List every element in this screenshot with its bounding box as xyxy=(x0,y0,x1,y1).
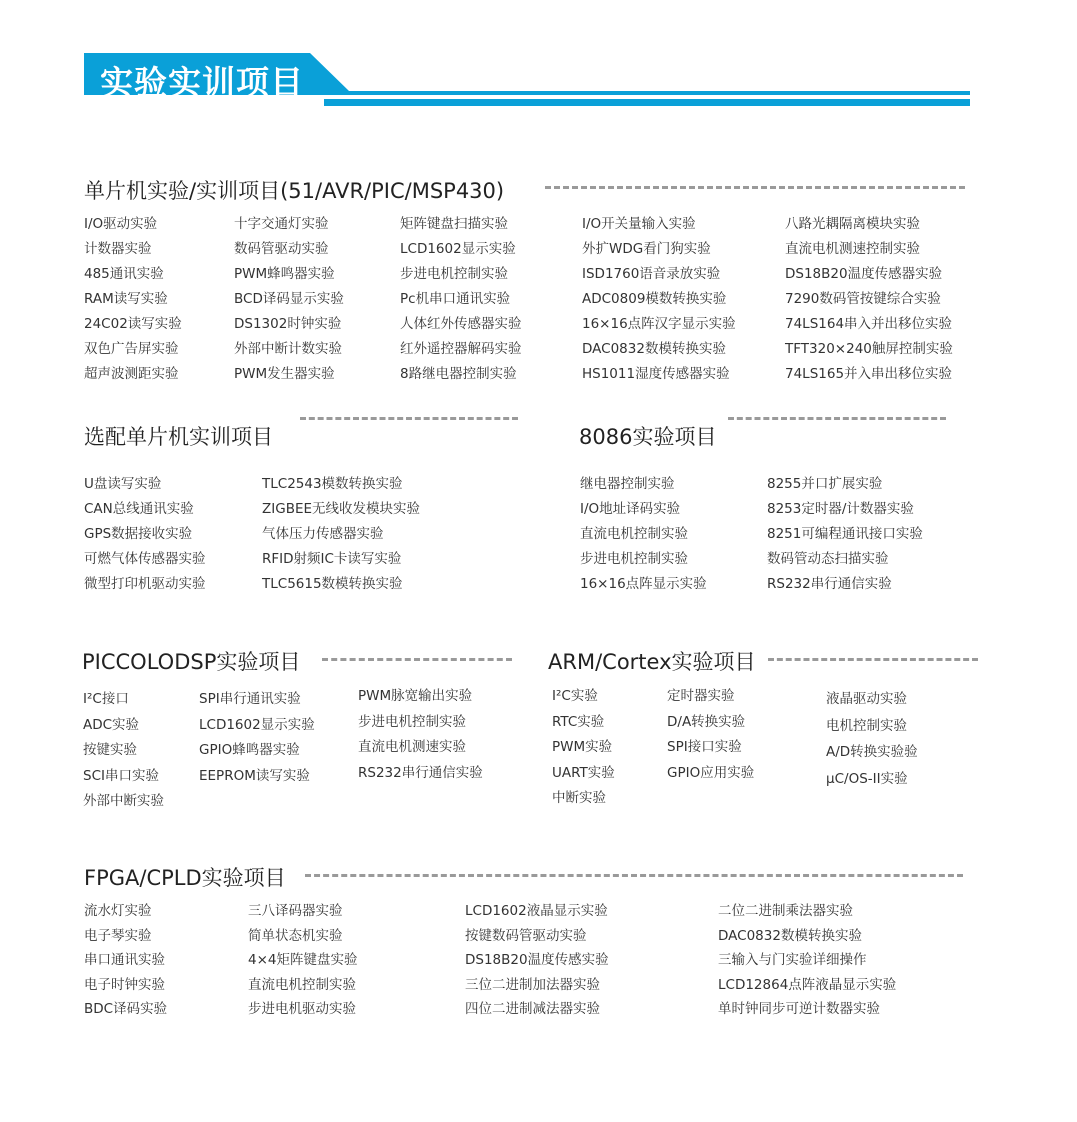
experiment-item: 步进电机驱动实验 xyxy=(248,1001,356,1017)
experiment-item: BCD译码显示实验 xyxy=(234,291,344,307)
experiment-item: 二位二进制乘法器实验 xyxy=(718,903,853,919)
experiment-item: 串口通讯实验 xyxy=(84,952,165,968)
fpga-column-1 xyxy=(84,899,167,1022)
experiment-item: 气体压力传感器实验 xyxy=(262,526,384,542)
experiment-item: 四位二进制减法器实验 xyxy=(465,1001,600,1017)
page-title: 实验实训项目 xyxy=(100,63,304,102)
dsp-column-2 xyxy=(199,687,315,789)
mcu-column-3 xyxy=(400,212,522,387)
dsp-column-1 xyxy=(83,687,164,815)
experiment-item: 单时钟同步可逆计数器实验 xyxy=(718,1001,880,1017)
experiment-item: SPI接口实验 xyxy=(667,739,742,755)
optional-mcu-column-2 xyxy=(262,472,420,597)
section-title-arm: ARM/Cortex实验项目 xyxy=(548,650,756,674)
experiment-item: I²C实验 xyxy=(552,688,598,704)
experiment-item: U盘读写实验 xyxy=(84,476,162,492)
experiment-item: RAM读写实验 xyxy=(84,291,168,307)
experiment-item: 三八译码器实验 xyxy=(248,903,343,919)
experiment-item: μC/OS-II实验 xyxy=(826,770,908,787)
header-banner xyxy=(84,53,970,106)
experiment-item: 外部中断实验 xyxy=(83,793,164,809)
experiment-item: UART实验 xyxy=(552,764,615,781)
mcu-column-2 xyxy=(234,212,344,387)
experiment-item: DS18B20温度传感器实验 xyxy=(785,266,943,282)
experiment-item: 液晶驱动实验 xyxy=(826,691,907,707)
experiment-item: 定时器实验 xyxy=(667,688,735,704)
experiment-item: 十字交通灯实验 xyxy=(234,216,329,232)
section-divider xyxy=(300,417,518,420)
section-divider xyxy=(305,874,963,877)
section-divider xyxy=(728,417,946,420)
experiment-item: 按键数码管驱动实验 xyxy=(465,927,587,944)
mcu-column-1 xyxy=(84,212,182,387)
experiment-item: 直流电机测速控制实验 xyxy=(785,241,920,257)
section-title-optional-mcu: 选配单片机实训项目 xyxy=(84,425,273,449)
experiment-item: 按键实验 xyxy=(83,742,137,758)
experiment-item: LCD1602液晶显示实验 xyxy=(465,903,608,919)
experiment-item: PWM蜂鸣器实验 xyxy=(234,266,335,282)
experiment-item: ADC实验 xyxy=(83,716,140,733)
section-title-8086: 8086实验项目 xyxy=(579,425,717,449)
experiment-item: PWM实验 xyxy=(552,739,613,755)
experiment-item: 可燃气体传感器实验 xyxy=(84,551,206,567)
arm-column-3 xyxy=(826,686,918,792)
experiment-item: 74LS164串入并出移位实验 xyxy=(785,316,953,332)
experiment-item: LCD1602显示实验 xyxy=(400,241,516,257)
experiment-item: GPS数据接收实验 xyxy=(84,526,193,542)
8086-column-2 xyxy=(767,472,923,597)
fpga-column-3 xyxy=(465,899,609,1022)
experiment-item: 双色广告屏实验 xyxy=(84,341,179,357)
experiment-item: 8251可编程通讯接口实验 xyxy=(767,526,923,542)
experiment-item: 直流电机控制实验 xyxy=(248,976,356,993)
experiment-item: 4×4矩阵键盘实验 xyxy=(248,952,358,968)
experiment-item: 7290数码管按键综合实验 xyxy=(785,291,941,307)
section-divider xyxy=(545,186,965,189)
fpga-column-2 xyxy=(248,899,358,1022)
experiment-item: 流水灯实验 xyxy=(84,903,152,919)
optional-mcu-column-1 xyxy=(84,472,206,597)
section-title-fpga: FPGA/CPLD实验项目 xyxy=(84,866,286,890)
experiment-item: 继电器控制实验 xyxy=(580,476,675,492)
experiment-item: 三输入与门实验详细操作 xyxy=(718,952,867,968)
experiment-item: 人体红外传感器实验 xyxy=(400,316,522,332)
experiment-item: I/O地址译码实验 xyxy=(580,501,681,517)
experiment-item: D/A转换实验 xyxy=(667,713,746,730)
experiment-item: 红外遥控器解码实验 xyxy=(400,341,522,357)
experiment-item: 八路光耦隔离模块实验 xyxy=(785,216,920,232)
experiment-item: 超声波测距实验 xyxy=(84,366,179,382)
experiment-item: Pc机串口通讯实验 xyxy=(400,291,511,307)
experiment-item: CAN总线通讯实验 xyxy=(84,501,194,517)
experiment-item: GPIO蜂鸣器实验 xyxy=(199,742,300,758)
experiment-item: 微型打印机驱动实验 xyxy=(84,576,206,592)
experiment-item: 外扩WDG看门狗实验 xyxy=(582,241,711,257)
experiment-item: 简单状态机实验 xyxy=(248,927,343,944)
experiment-item: 16×16点阵汉字显示实验 xyxy=(582,316,736,332)
experiment-item: 直流电机控制实验 xyxy=(580,526,688,542)
mcu-column-5 xyxy=(785,212,953,387)
experiment-item: 485通讯实验 xyxy=(84,266,164,282)
experiment-item: 步进电机控制实验 xyxy=(358,713,466,730)
experiment-item: 外部中断计数实验 xyxy=(234,341,342,357)
experiment-item: BDC译码实验 xyxy=(84,1001,168,1017)
experiment-item: EEPROM读写实验 xyxy=(199,767,310,784)
experiment-item: 电子时钟实验 xyxy=(84,976,165,993)
arm-column-2 xyxy=(667,684,754,786)
experiment-item: 步进电机控制实验 xyxy=(580,551,688,567)
experiment-item: GPIO应用实验 xyxy=(667,764,755,781)
experiment-item: DAC0832数模转换实验 xyxy=(718,927,862,944)
experiment-item: 直流电机测速实验 xyxy=(358,739,466,755)
experiment-item: 8253定时器/计数器实验 xyxy=(767,501,914,517)
8086-column-1 xyxy=(580,472,707,597)
experiment-item: RS232串行通信实验 xyxy=(358,764,483,781)
section-title-mcu: 单片机实验/实训项目(51/AVR/PIC/MSP430) xyxy=(84,179,505,203)
experiment-item: SPI串行通讯实验 xyxy=(199,691,301,707)
experiment-item: ZIGBEE无线收发模块实验 xyxy=(262,501,421,517)
experiment-item: ISD1760语音录放实验 xyxy=(582,266,721,282)
experiment-item: 中断实验 xyxy=(552,790,606,806)
experiment-item: 16×16点阵显示实验 xyxy=(580,576,707,592)
experiment-item: TFT320×240触屏控制实验 xyxy=(785,341,953,357)
experiment-item: PWM脉宽输出实验 xyxy=(358,688,473,704)
arm-column-1 xyxy=(552,684,615,812)
experiment-item: HS1011湿度传感器实验 xyxy=(582,366,730,382)
experiment-item: TLC5615数模转换实验 xyxy=(262,576,403,592)
experiment-item: DS18B20温度传感实验 xyxy=(465,952,609,968)
experiment-item: I/O开关量输入实验 xyxy=(582,216,696,232)
section-divider xyxy=(322,658,512,661)
experiment-item: I/O驱动实验 xyxy=(84,216,158,232)
experiment-item: 数码管驱动实验 xyxy=(234,241,329,257)
experiment-item: 24C02读写实验 xyxy=(84,316,182,332)
experiment-item: 步进电机控制实验 xyxy=(400,266,508,282)
experiment-item: 三位二进制加法器实验 xyxy=(465,976,600,993)
section-title-dsp: PICCOLODSP实验项目 xyxy=(82,650,301,674)
experiment-item: 8路继电器控制实验 xyxy=(400,366,517,382)
experiment-item: 矩阵键盘扫描实验 xyxy=(400,216,508,232)
experiment-item: 8255并口扩展实验 xyxy=(767,476,883,492)
experiment-item: ADC0809模数转换实验 xyxy=(582,291,727,307)
experiment-item: PWM发生器实验 xyxy=(234,366,335,382)
experiment-item: SCI串口实验 xyxy=(83,767,159,784)
fpga-column-4 xyxy=(718,899,896,1022)
experiment-item: 电子琴实验 xyxy=(84,927,152,944)
experiment-item: LCD12864点阵液晶显示实验 xyxy=(718,976,897,993)
experiment-item: DS1302时钟实验 xyxy=(234,316,342,332)
experiment-item: RFID射频IC卡读写实验 xyxy=(262,551,402,567)
mcu-column-4 xyxy=(582,212,736,387)
dsp-column-3 xyxy=(358,684,483,786)
experiment-item: A/D转换实验验 xyxy=(826,744,918,760)
experiment-item: 74LS165并入串出移位实验 xyxy=(785,366,953,382)
experiment-item: LCD1602显示实验 xyxy=(199,716,315,733)
section-divider xyxy=(768,658,978,661)
experiment-item: 计数器实验 xyxy=(84,241,152,257)
experiment-item: TLC2543模数转换实验 xyxy=(262,476,403,492)
experiment-item: 数码管动态扫描实验 xyxy=(767,551,889,567)
experiment-item: DAC0832数模转换实验 xyxy=(582,341,726,357)
experiment-item: RS232串行通信实验 xyxy=(767,576,892,592)
experiment-item: I²C接口 xyxy=(83,691,129,707)
experiment-item: 电机控制实验 xyxy=(826,717,907,734)
experiment-item: RTC实验 xyxy=(552,713,605,730)
